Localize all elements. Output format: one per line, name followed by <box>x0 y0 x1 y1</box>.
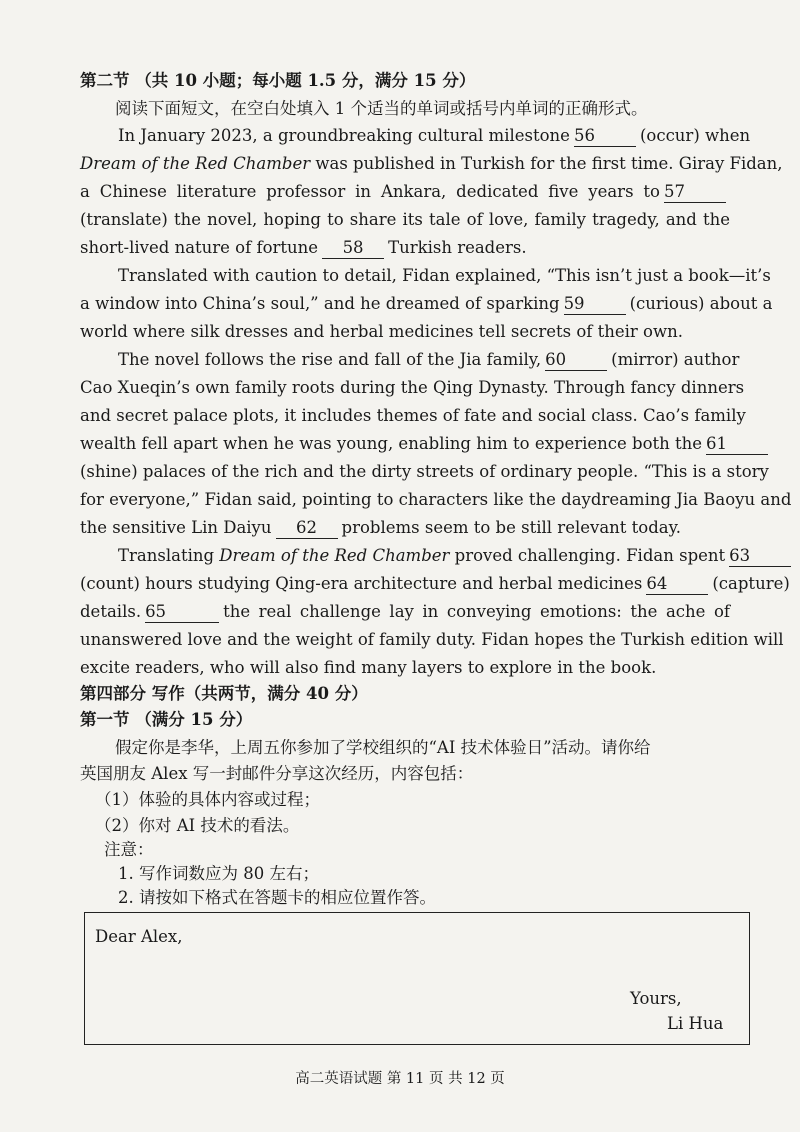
p2-line3: world where silk dresses and herbal medicines tell secrets of their own. <box>80 322 683 341</box>
signature: Li Hua <box>667 1014 724 1033</box>
blank-62[interactable]: 62 <box>276 518 338 539</box>
salutation: Dear Alex, <box>95 927 183 946</box>
blank-59[interactable]: 59 <box>564 294 626 315</box>
closing: Yours, <box>630 989 682 1008</box>
instruction: 阅读下面短文，在空白处填入 1 个适当的单词或括号内单词的正确形式。 <box>115 99 648 118</box>
note-label: 注意： <box>104 840 154 859</box>
prompt-line2: 英国朋友 Alex 写一封邮件分享这次经历，内容包括： <box>80 764 474 783</box>
blank-63[interactable]: 63 <box>729 546 791 567</box>
section-heading: 第二节 （共 10 小题；每小题 1.5 分，满分 15 分） <box>80 71 476 90</box>
p3-line3: and secret palace plots, it includes themes of fate and social class. Cao’s family <box>80 406 746 425</box>
p4-line2: (count) hours studying Qing-era architecture and herbal medicines 64 (capture) <box>80 574 790 593</box>
p4-line4: unanswered love and the weight of family duty. Fidan hopes the Turkish edition will <box>80 630 784 649</box>
p4-line3: details. 65 the real challenge lay in conveying emotions: the ache of <box>80 602 730 621</box>
prompt-item1: （1）体验的具体内容或过程； <box>95 790 320 809</box>
blank-65[interactable]: 65 <box>145 602 219 623</box>
p3-line7: the sensitive Lin Daiyu 62 problems seem to be still relevant today. <box>80 518 681 537</box>
blank-57[interactable]: 57 <box>664 182 726 203</box>
note-1: 1. 写作词数应为 80 左右； <box>118 864 319 883</box>
blank-64[interactable]: 64 <box>646 574 708 595</box>
book-title: Dream of the Red Chamber <box>219 546 450 565</box>
book-title: Dream of the Red Chamber <box>80 154 311 173</box>
blank-58[interactable]: 58 <box>322 238 384 259</box>
p3-line1: The novel follows the rise and fall of the Jia family, 60 (mirror) author <box>118 350 740 369</box>
p4-line1: Translating Dream of the Red Chamber proved challenging. Fidan spent 63 <box>118 542 730 570</box>
part4-heading: 第四部分 写作（共两节，满分 40 分） <box>80 684 368 703</box>
p1-line3: a Chinese literature professor in Ankara, dedicated five years to 57 <box>80 178 730 206</box>
note-2: 2. 请按如下格式在答题卡的相应位置作答。 <box>118 888 436 907</box>
p3-line4: wealth fell apart when he was young, enabling him to experience both the 61 <box>80 430 730 458</box>
p2-line2: a window into China’s soul,” and he dreamed of sparking 59 (curious) about a <box>80 294 773 313</box>
p3-line6: for everyone,” Fidan said, pointing to characters like the daydreaming Jia Baoyu and <box>80 490 792 509</box>
prompt-line1: 假定你是李华，上周五你参加了学校组织的“AI 技术体验日”活动。请你给 <box>115 738 651 757</box>
p1-line2: Dream of the Red Chamber was published in Turkish for the first time. Giray Fidan, <box>80 154 783 173</box>
blank-56[interactable]: 56 <box>574 126 636 147</box>
p1-line5: short-lived nature of fortune 58 Turkish readers. <box>80 238 527 257</box>
p4-line5: excite readers, who will also find many layers to explore in the book. <box>80 658 657 677</box>
section1-heading: 第一节 （满分 15 分） <box>80 710 253 729</box>
letter-answer-box <box>84 912 750 1045</box>
blank-60[interactable]: 60 <box>545 350 607 371</box>
p3-line5: (shine) palaces of the rich and the dirty streets of ordinary people. “This is a story <box>80 462 769 481</box>
p3-line2: Cao Xueqin’s own family roots during the Qing Dynasty. Through fancy dinners <box>80 378 745 397</box>
page-footer: 高二英语试题 第 11 页 共 12 页 <box>295 1071 505 1087</box>
blank-61[interactable]: 61 <box>706 434 768 455</box>
p2-line1: Translated with caution to detail, Fidan explained, “This isn’t just a book—it’s <box>118 266 771 285</box>
p1-line1: In January 2023, a groundbreaking cultural milestone 56 (occur) when <box>118 126 751 145</box>
p1-line4: (translate) the novel, hoping to share its tale of love, family tragedy, and the <box>80 210 730 229</box>
prompt-item2: （2）你对 AI 技术的看法。 <box>95 816 300 835</box>
